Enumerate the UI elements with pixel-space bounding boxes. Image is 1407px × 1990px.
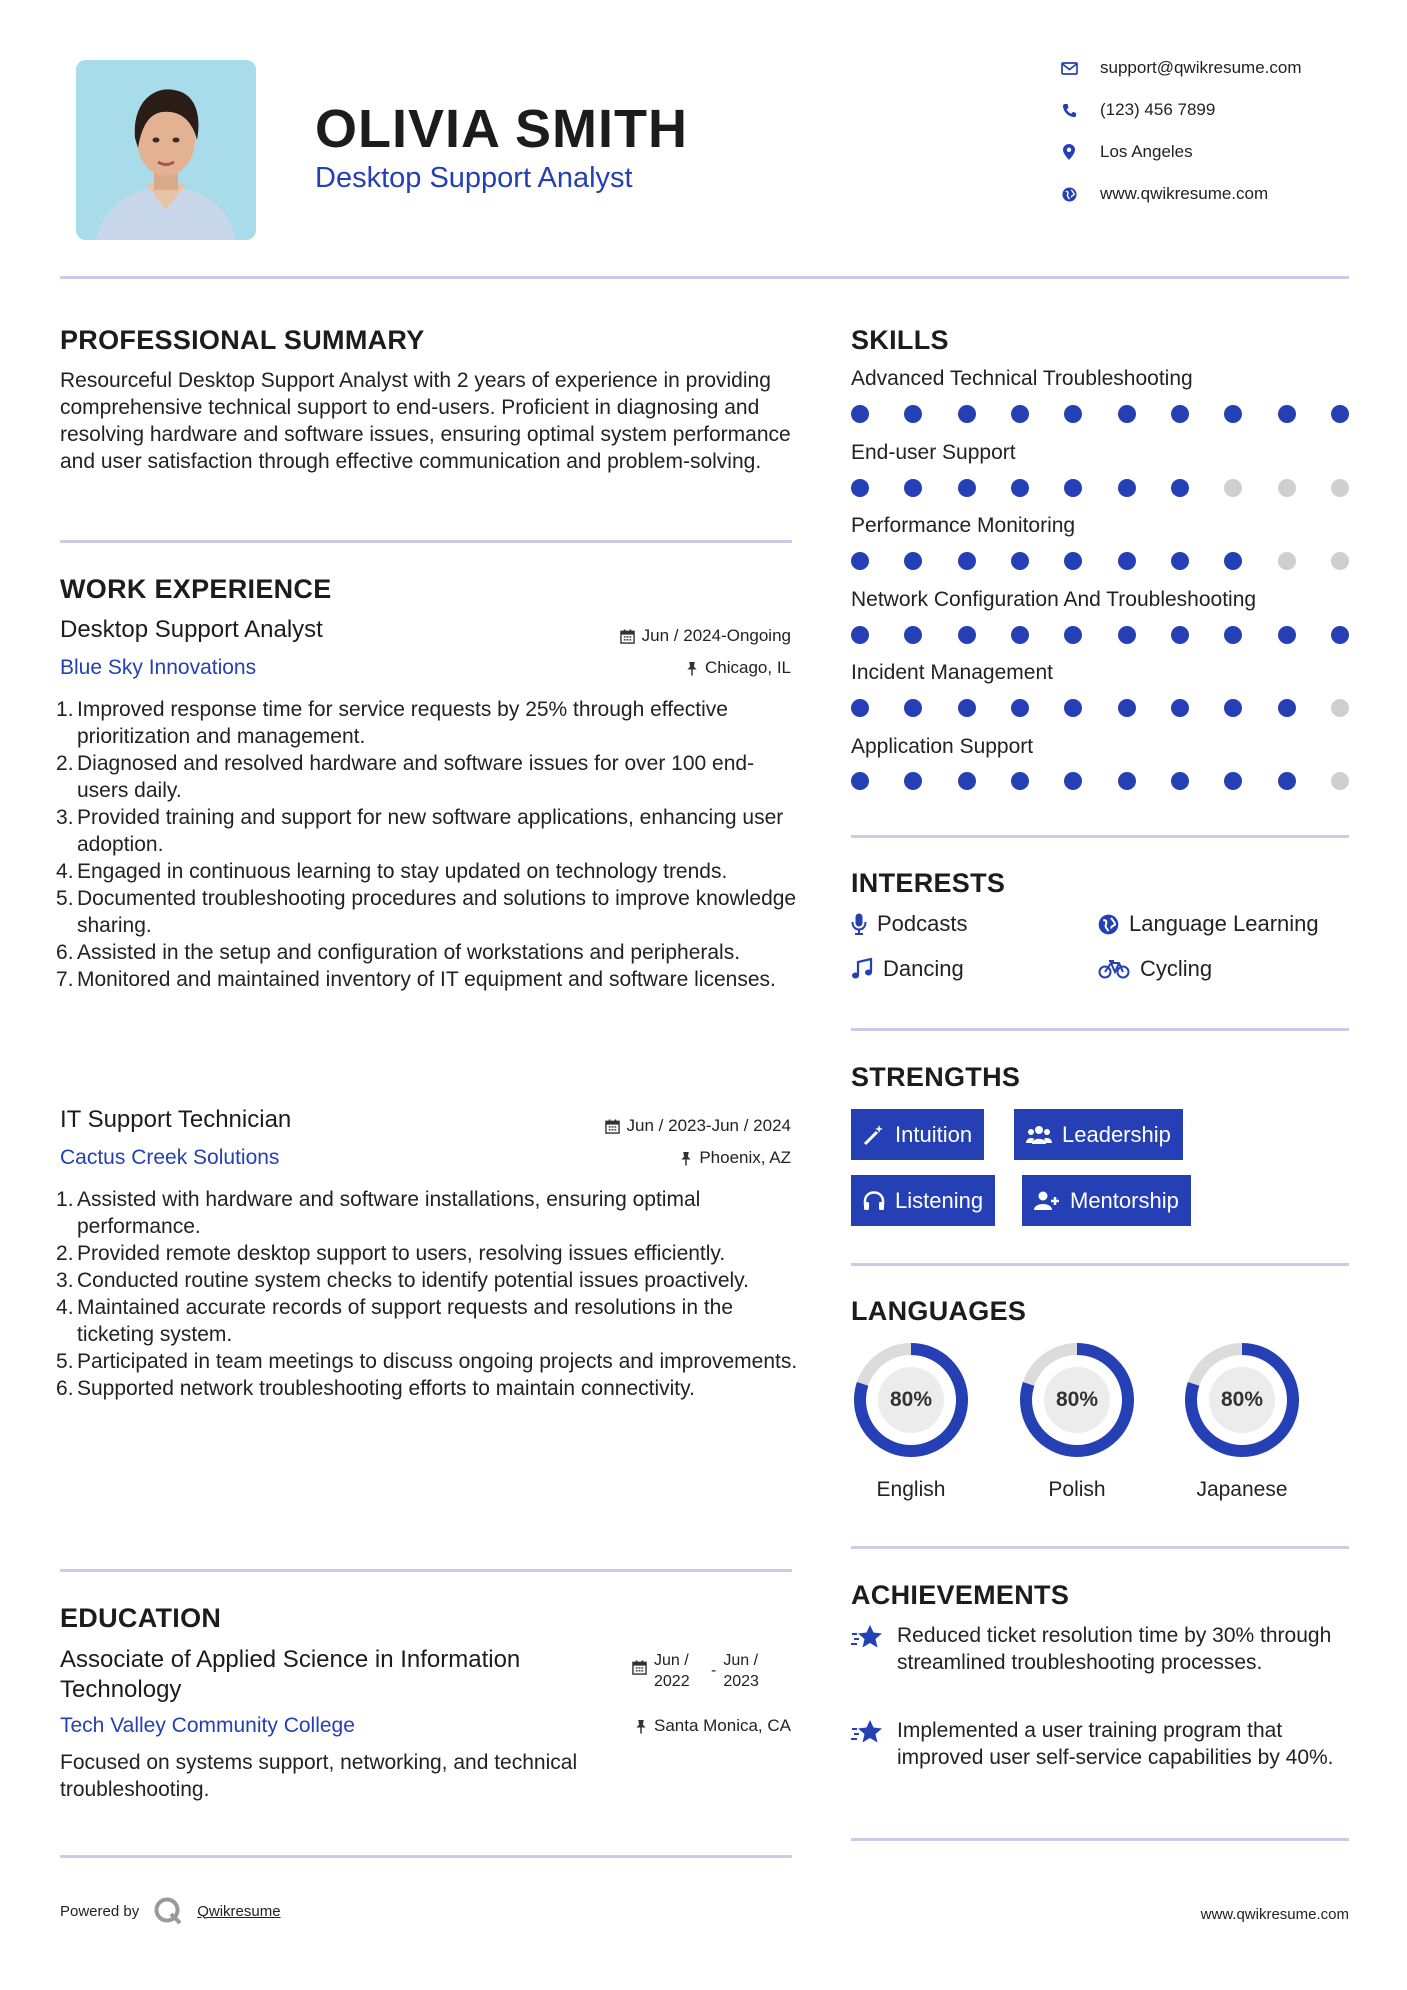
language-percent: 80% xyxy=(889,1388,933,1411)
skill-dot xyxy=(1224,626,1242,644)
skill-dot xyxy=(904,479,922,497)
skill-dot xyxy=(1011,405,1029,423)
skill-dot xyxy=(1331,772,1349,790)
pushpin-icon xyxy=(635,1719,647,1734)
strengths-heading: STRENGTHS xyxy=(851,1062,1021,1092)
education-location xyxy=(635,1716,791,1736)
contact-email[interactable] xyxy=(1050,58,1302,78)
education-heading: EDUCATION xyxy=(60,1603,222,1633)
skill-dot xyxy=(1224,405,1242,423)
skill-dot xyxy=(1224,699,1242,717)
language-percent: 80% xyxy=(1220,1388,1264,1411)
list-item: Provided training and support for new software applications, enhancing user adoption. xyxy=(77,806,784,856)
list-item: Improved response time for service requests by 25% through effective prioritization and management. xyxy=(77,698,728,748)
strengths-divider xyxy=(851,1263,1349,1266)
list-item: Monitored and maintained inventory of IT equipment and software licenses. xyxy=(77,968,776,991)
bicycle-icon xyxy=(1098,959,1130,979)
job-dates-text: Jun / 2023-Jun / 2024 xyxy=(626,1116,791,1135)
job-title: Desktop Support Analyst xyxy=(60,616,323,643)
skill-dot xyxy=(1278,699,1296,717)
skill-name: Performance Monitoring xyxy=(851,514,1076,537)
music-note-icon xyxy=(851,958,873,980)
language-name: Japanese xyxy=(1196,1478,1288,1501)
skill-dot xyxy=(1278,626,1296,644)
skill-dot xyxy=(1064,405,1082,423)
education-description: Focused on systems support, networking, and technical troubleshooting. xyxy=(60,1751,578,1801)
language-name: English xyxy=(876,1478,946,1501)
contact-email-text: support@qwikresume.com xyxy=(1100,58,1302,77)
list-item: Conducted routine system checks to identify potential issues proactively. xyxy=(77,1269,749,1292)
degree-title: Associate of Applied Science in Information Technology xyxy=(60,1646,521,1703)
language-english xyxy=(849,1338,973,1501)
skill-dot xyxy=(958,626,976,644)
headphones-icon xyxy=(863,1191,885,1211)
skill-dot xyxy=(1011,699,1029,717)
company-name: Blue Sky Innovations xyxy=(60,656,257,679)
achievements-heading: ACHIEVEMENTS xyxy=(851,1580,1070,1610)
education-date-separator: - xyxy=(711,1662,717,1679)
skill-dot xyxy=(851,699,869,717)
calendar-icon xyxy=(632,1660,647,1675)
language-polish xyxy=(1015,1338,1139,1501)
skill-dot xyxy=(1224,479,1242,497)
list-item: Participated in team meetings to discuss ongoing projects and improvements. xyxy=(77,1350,798,1373)
job-bullets xyxy=(58,696,798,993)
skill-dot xyxy=(1118,552,1136,570)
skill-dot xyxy=(1224,772,1242,790)
school-name: Tech Valley Community College xyxy=(60,1714,355,1737)
company-name: Cactus Creek Solutions xyxy=(60,1146,280,1169)
skill-dot xyxy=(1331,699,1349,717)
education-end: Jun / 2023 xyxy=(723,1652,759,1690)
skill-dot xyxy=(1278,405,1296,423)
list-item: Diagnosed and resolved hardware and software issues for over 100 end-users daily. xyxy=(77,752,755,802)
job-dates-text: Jun / 2024-Ongoing xyxy=(641,626,791,645)
skill-dot xyxy=(1118,626,1136,644)
skill-dot xyxy=(851,552,869,570)
interest-cycling xyxy=(1098,956,1212,982)
skill-dot xyxy=(1064,626,1082,644)
contact-website-text: www.qwikresume.com xyxy=(1100,184,1269,203)
skill-dot xyxy=(1011,552,1029,570)
skills-divider xyxy=(851,835,1349,838)
language-name: Polish xyxy=(1048,1478,1106,1501)
skill-dot xyxy=(1278,552,1296,570)
skill-dot xyxy=(1064,552,1082,570)
languages-divider xyxy=(851,1546,1349,1549)
skill-rating xyxy=(851,405,1349,423)
calendar-icon xyxy=(605,1119,620,1134)
skill-name: Advanced Technical Troubleshooting xyxy=(851,367,1193,390)
skill-dot xyxy=(1171,626,1189,644)
skill-dot xyxy=(1064,479,1082,497)
phone-icon xyxy=(1050,103,1088,118)
powered-by-label: Powered by xyxy=(60,1902,140,1920)
interest-label: Language Learning xyxy=(1129,911,1319,936)
strength-label: Listening xyxy=(895,1187,984,1213)
list-item: Assisted in the setup and configuration of workstations and peripherals. xyxy=(77,941,741,964)
skill-rating xyxy=(851,772,1349,790)
interest-label: Cycling xyxy=(1140,956,1213,981)
contact-location-text: Los Angeles xyxy=(1100,142,1193,161)
list-item: Supported network troubleshooting efforts to maintain connectivity. xyxy=(77,1377,695,1400)
microphone-icon xyxy=(851,913,867,935)
skills-heading: SKILLS xyxy=(851,325,949,355)
footer-website[interactable]: www.qwikresume.com xyxy=(1200,1906,1349,1923)
skill-dot xyxy=(1224,552,1242,570)
skill-dot xyxy=(1171,479,1189,497)
skill-dot xyxy=(904,552,922,570)
summary-divider xyxy=(60,540,792,543)
languages-heading: LANGUAGES xyxy=(851,1296,1027,1326)
skill-dot xyxy=(851,772,869,790)
skill-rating xyxy=(851,552,1349,570)
pushpin-icon xyxy=(686,661,698,676)
job-location-text: Phoenix, AZ xyxy=(699,1148,791,1167)
summary-heading: PROFESSIONAL SUMMARY xyxy=(60,325,425,355)
skill-dot xyxy=(1118,405,1136,423)
qwikresume-logo-icon xyxy=(153,1896,183,1926)
job-dates xyxy=(620,626,791,646)
achievement-text: Implemented a user training program that improved user self-service capabilities by 40%. xyxy=(897,1719,1334,1769)
candidate-name: OLIVIA SMITH xyxy=(315,99,688,159)
header-divider xyxy=(60,276,1349,279)
profile-photo-illustration xyxy=(76,60,256,240)
map-pin-icon xyxy=(1050,144,1088,160)
achievement-item xyxy=(851,1622,1361,1676)
skill-dot xyxy=(1278,772,1296,790)
skill-dot xyxy=(1118,479,1136,497)
skill-name: Application Support xyxy=(851,735,1034,758)
skill-dot xyxy=(1011,626,1029,644)
star-icon xyxy=(851,1717,885,1771)
interests-divider xyxy=(851,1028,1349,1031)
globe-icon xyxy=(1050,187,1088,202)
skill-dot xyxy=(958,699,976,717)
strength-label: Mentorship xyxy=(1070,1187,1179,1213)
skill-dot xyxy=(958,772,976,790)
education-location-text: Santa Monica, CA xyxy=(653,1716,791,1735)
user-plus-icon xyxy=(1034,1191,1060,1211)
education-dates xyxy=(632,1650,771,1692)
skill-dot xyxy=(1171,699,1189,717)
skill-dot xyxy=(851,405,869,423)
globe-icon xyxy=(1098,914,1119,935)
skill-name: Incident Management xyxy=(851,661,1053,684)
achievement-text: Reduced ticket resolution time by 30% through streamlined troubleshooting processes. xyxy=(897,1624,1332,1674)
contact-phone[interactable] xyxy=(1050,100,1215,120)
list-item: Engaged in continuous learning to stay updated on technology trends. xyxy=(77,860,728,883)
envelope-icon xyxy=(1050,62,1088,75)
strength-label: Leadership xyxy=(1062,1121,1171,1147)
skill-dot xyxy=(904,699,922,717)
skill-dot xyxy=(1064,699,1082,717)
skill-dot xyxy=(1118,772,1136,790)
skill-dot xyxy=(1331,479,1349,497)
skill-dot xyxy=(1118,699,1136,717)
skill-dot xyxy=(1171,552,1189,570)
skill-dot xyxy=(1171,772,1189,790)
list-item: Assisted with hardware and software installations, ensuring optimal performance. xyxy=(77,1188,701,1238)
job-bullets xyxy=(58,1186,798,1402)
skill-dot xyxy=(1331,552,1349,570)
contact-phone-text: (123) 456 7899 xyxy=(1100,100,1216,119)
skill-dot xyxy=(958,479,976,497)
skill-dot xyxy=(1011,772,1029,790)
achievement-item xyxy=(851,1717,1361,1771)
skill-dot xyxy=(904,626,922,644)
qwikresume-link[interactable]: Qwikresume xyxy=(197,1902,281,1920)
skill-dot xyxy=(1331,626,1349,644)
candidate-role: Desktop Support Analyst xyxy=(315,162,633,194)
skill-dot xyxy=(958,552,976,570)
experience-heading: WORK EXPERIENCE xyxy=(60,574,332,604)
skill-name: Network Configuration And Troubleshooting xyxy=(851,588,1257,611)
skill-dot xyxy=(958,405,976,423)
experience-divider xyxy=(60,1569,792,1572)
strength-label: Intuition xyxy=(895,1121,973,1147)
strength-tag xyxy=(1014,1109,1183,1160)
users-icon xyxy=(1026,1125,1052,1145)
job-location xyxy=(686,658,791,678)
language-japanese xyxy=(1180,1338,1304,1501)
list-item: Documented troubleshooting procedures and solutions to improve knowledge sharing. xyxy=(77,887,797,937)
pushpin-icon xyxy=(680,1151,692,1166)
interest-label: Dancing xyxy=(883,956,964,981)
interest-language-learning xyxy=(1098,911,1319,937)
job-title: IT Support Technician xyxy=(60,1106,292,1133)
skill-name: End-user Support xyxy=(851,441,1016,464)
skill-rating xyxy=(851,626,1349,644)
list-item: Maintained accurate records of support requests and resolutions in the ticketing system. xyxy=(77,1296,734,1346)
strength-tag xyxy=(851,1175,995,1226)
interest-label: Podcasts xyxy=(877,911,968,936)
list-item: Provided remote desktop support to users, resolving issues efficiently. xyxy=(77,1242,726,1265)
skill-dot xyxy=(904,772,922,790)
contact-website[interactable] xyxy=(1050,184,1268,204)
magic-wand-icon xyxy=(863,1124,885,1146)
skill-rating xyxy=(851,699,1349,717)
skill-rating xyxy=(851,479,1349,497)
interest-dancing xyxy=(851,956,964,982)
profile-photo xyxy=(76,60,256,240)
achievements-divider xyxy=(851,1838,1349,1841)
skill-dot xyxy=(851,626,869,644)
skill-dot xyxy=(1171,405,1189,423)
strength-tag xyxy=(1022,1175,1191,1226)
contact-location xyxy=(1050,142,1193,162)
job-location-text: Chicago, IL xyxy=(705,658,791,677)
interests-heading: INTERESTS xyxy=(851,868,1006,898)
strength-tag xyxy=(851,1109,984,1160)
education-start: Jun / 2022 xyxy=(654,1652,690,1690)
skill-dot xyxy=(1331,405,1349,423)
job-dates xyxy=(605,1116,791,1136)
job-location xyxy=(680,1148,791,1168)
education-divider xyxy=(60,1855,792,1858)
skill-dot xyxy=(1278,479,1296,497)
skill-dot xyxy=(904,405,922,423)
star-icon xyxy=(851,1622,885,1676)
language-percent: 80% xyxy=(1055,1388,1099,1411)
skill-dot xyxy=(1011,479,1029,497)
calendar-icon xyxy=(620,629,635,644)
skill-dot xyxy=(851,479,869,497)
summary-text: Resourceful Desktop Support Analyst with 2 years of experience in providing comprehensive technical support to end-users. Proficient in diagnosing and resolving hardware and software issues, ensuring optimal system performance and user satisfaction through effective communication and problem-solving. xyxy=(60,369,791,473)
footer-powered-by xyxy=(60,1896,281,1926)
interest-podcasts xyxy=(851,911,968,937)
skill-dot xyxy=(1064,772,1082,790)
